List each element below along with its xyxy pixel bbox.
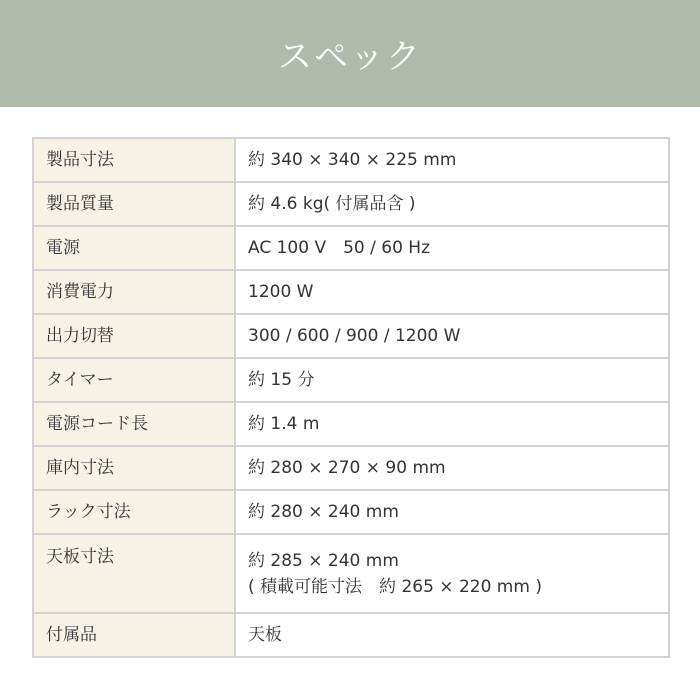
spec-row-power-consumption bbox=[33, 270, 669, 314]
spec-value-note: ( 積載可能寸法 約 265 × 220 mm ) bbox=[248, 576, 542, 597]
spec-value-line: 約 340 × 340 × 225 mm bbox=[248, 150, 457, 170]
spec-label: 消費電力 bbox=[33, 270, 235, 314]
spec-label: 天板寸法 bbox=[33, 534, 235, 613]
spec-row-product-dimensions bbox=[33, 138, 669, 182]
spec-value bbox=[235, 226, 669, 270]
spec-value bbox=[235, 314, 669, 358]
spec-value-line: 約 1.4 m bbox=[248, 414, 320, 434]
spec-value-line: 約 280 × 270 × 90 mm bbox=[248, 458, 446, 478]
spec-value bbox=[235, 613, 669, 657]
spec-label: 庫内寸法 bbox=[33, 446, 235, 490]
spec-row-accessories bbox=[33, 613, 669, 657]
spec-row-top-plate-dimensions bbox=[33, 534, 669, 613]
spec-label: 付属品 bbox=[33, 613, 235, 657]
spec-value bbox=[235, 446, 669, 490]
spec-label: ラック寸法 bbox=[33, 490, 235, 534]
spec-row-power-source bbox=[33, 226, 669, 270]
spec-value bbox=[235, 534, 669, 613]
spec-row-power-cord-length bbox=[33, 402, 669, 446]
spec-value bbox=[235, 182, 669, 226]
spec-row-rack-dimensions bbox=[33, 490, 669, 534]
spec-value bbox=[235, 138, 669, 182]
spec-value-line: 1200 W bbox=[248, 282, 314, 302]
spec-label: 出力切替 bbox=[33, 314, 235, 358]
page-title: スペック bbox=[278, 37, 422, 77]
spec-label: 電源コード長 bbox=[33, 402, 235, 446]
spec-value-line: 約 285 × 240 mm bbox=[248, 550, 399, 571]
spec-value-line: 天板 bbox=[248, 625, 282, 645]
spec-value bbox=[235, 490, 669, 534]
spec-label: 製品寸法 bbox=[33, 138, 235, 182]
spec-value bbox=[235, 270, 669, 314]
spec-table bbox=[32, 137, 670, 658]
spec-value-line: 約 15 分 bbox=[248, 370, 315, 390]
spec-value bbox=[235, 358, 669, 402]
spec-value bbox=[235, 402, 669, 446]
spec-row-timer bbox=[33, 358, 669, 402]
spec-row-product-weight bbox=[33, 182, 669, 226]
spec-row-interior-dimensions bbox=[33, 446, 669, 490]
spec-value-line: 約 280 × 240 mm bbox=[248, 502, 399, 522]
spec-label: 製品質量 bbox=[33, 182, 235, 226]
spec-value-line: 約 4.6 kg( 付属品含 ) bbox=[248, 194, 416, 214]
spec-row-output-switching bbox=[33, 314, 669, 358]
spec-value-line: AC 100 V 50 / 60 Hz bbox=[248, 238, 430, 258]
spec-label: タイマー bbox=[33, 358, 235, 402]
spec-label: 電源 bbox=[33, 226, 235, 270]
header-band bbox=[0, 0, 700, 107]
spec-value-line: 300 / 600 / 900 / 1200 W bbox=[248, 326, 461, 346]
